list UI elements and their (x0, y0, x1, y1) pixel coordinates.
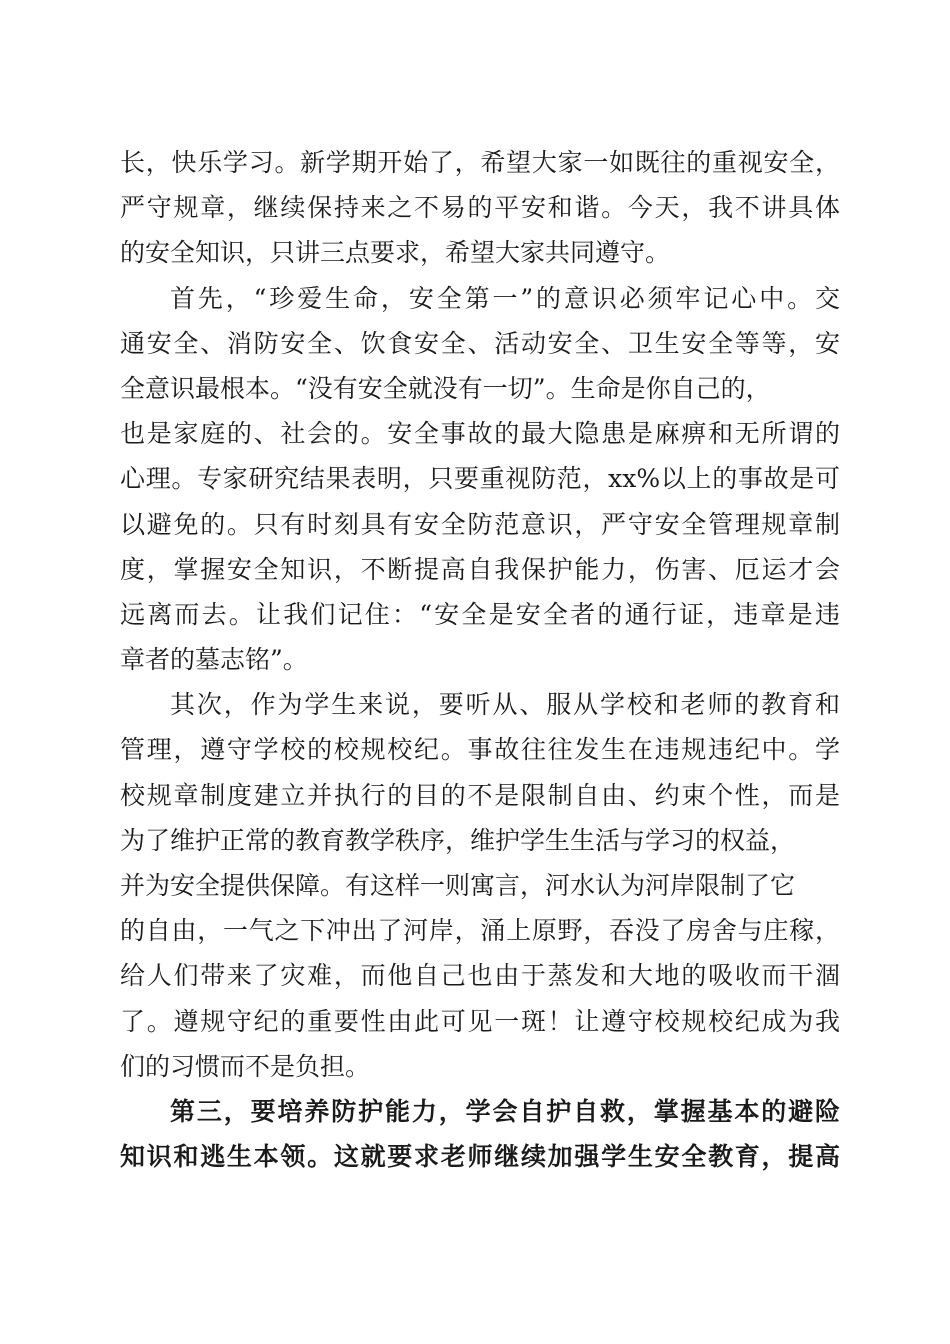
paragraph-3 (120, 682, 840, 1089)
text-line: 严守规章，继续保持来之不易的平安和谐。今天，我不讲具体 (120, 193, 840, 223)
text-line: 其次，作为学生来说，要听从、服从学校和老师的教育和 (170, 690, 840, 720)
text-line: 了。遵规守纪的重要性由此可见一斑！让遵守校规校纪成为我 (120, 1006, 840, 1036)
paragraph-4 (120, 1089, 840, 1179)
text-line: 全意识最根本。“没有安全就没有一切”。生命是你自己的， (120, 373, 771, 403)
text-line: 度，掌握安全知识，不断提高自我保护能力，伤害、厄运才会 (120, 554, 840, 584)
body-text (120, 140, 840, 1179)
text-line: 们的习惯而不是负担。 (120, 1051, 371, 1081)
text-line: 为了维护正常的教育教学秩序，维护学生生活与学习的权益， (120, 825, 796, 855)
text-line: 并为安全提供保障。有这样一则寓言，河水认为河岸限制了它 (120, 871, 796, 900)
text-line: 的安全知识，只讲三点要求，希望大家共同遵守。 (120, 238, 671, 268)
paragraph-1 (120, 140, 840, 276)
text-line: 给人们带来了灾难，而他自己也由于蒸发和大地的吸收而干涸 (120, 961, 840, 991)
text-line: 校规章制度建立并执行的目的不是限制自由、约束个性，而是 (120, 780, 840, 810)
text-line: 的自由，一气之下冲出了河岸，涌上原野，吞没了房舍与庄稼， (120, 916, 840, 946)
text-line: 远离而去。让我们记住：“安全是安全者的通行证，违章是违 (120, 599, 840, 629)
text-line: 心理。专家研究结果表明，只要重视防范，xx%以上的事故是可 (120, 464, 840, 494)
paragraph-2 (120, 276, 840, 683)
text-line: 以避免的。只有时刻具有安全防范意识，严守安全管理规章制 (120, 509, 840, 539)
text-line: 知识和逃生本领。这就要求老师继续加强学生安全教育，提高 (120, 1142, 840, 1172)
text-line: 长，快乐学习。新学期开始了，希望大家一如既往的重视安全， (120, 148, 840, 177)
text-line: 章者的墓志铭”。 (120, 645, 308, 675)
text-line: 第三，要培养防护能力，学会自护自救，掌握基本的避险 (170, 1096, 840, 1126)
text-line: 管理，遵守学校的校规校纪。事故往往发生在违规违纪中。学 (120, 735, 840, 765)
text-line: 也是家庭的、社会的。安全事故的最大隐患是麻痹和无所谓的 (120, 419, 840, 449)
text-line: 通安全、消防安全、饮食安全、活动安全、卫生安全等等，安 (120, 328, 840, 358)
text-line: 首先，“珍爱生命，安全第一”的意识必须牢记心中。交 (170, 283, 840, 313)
